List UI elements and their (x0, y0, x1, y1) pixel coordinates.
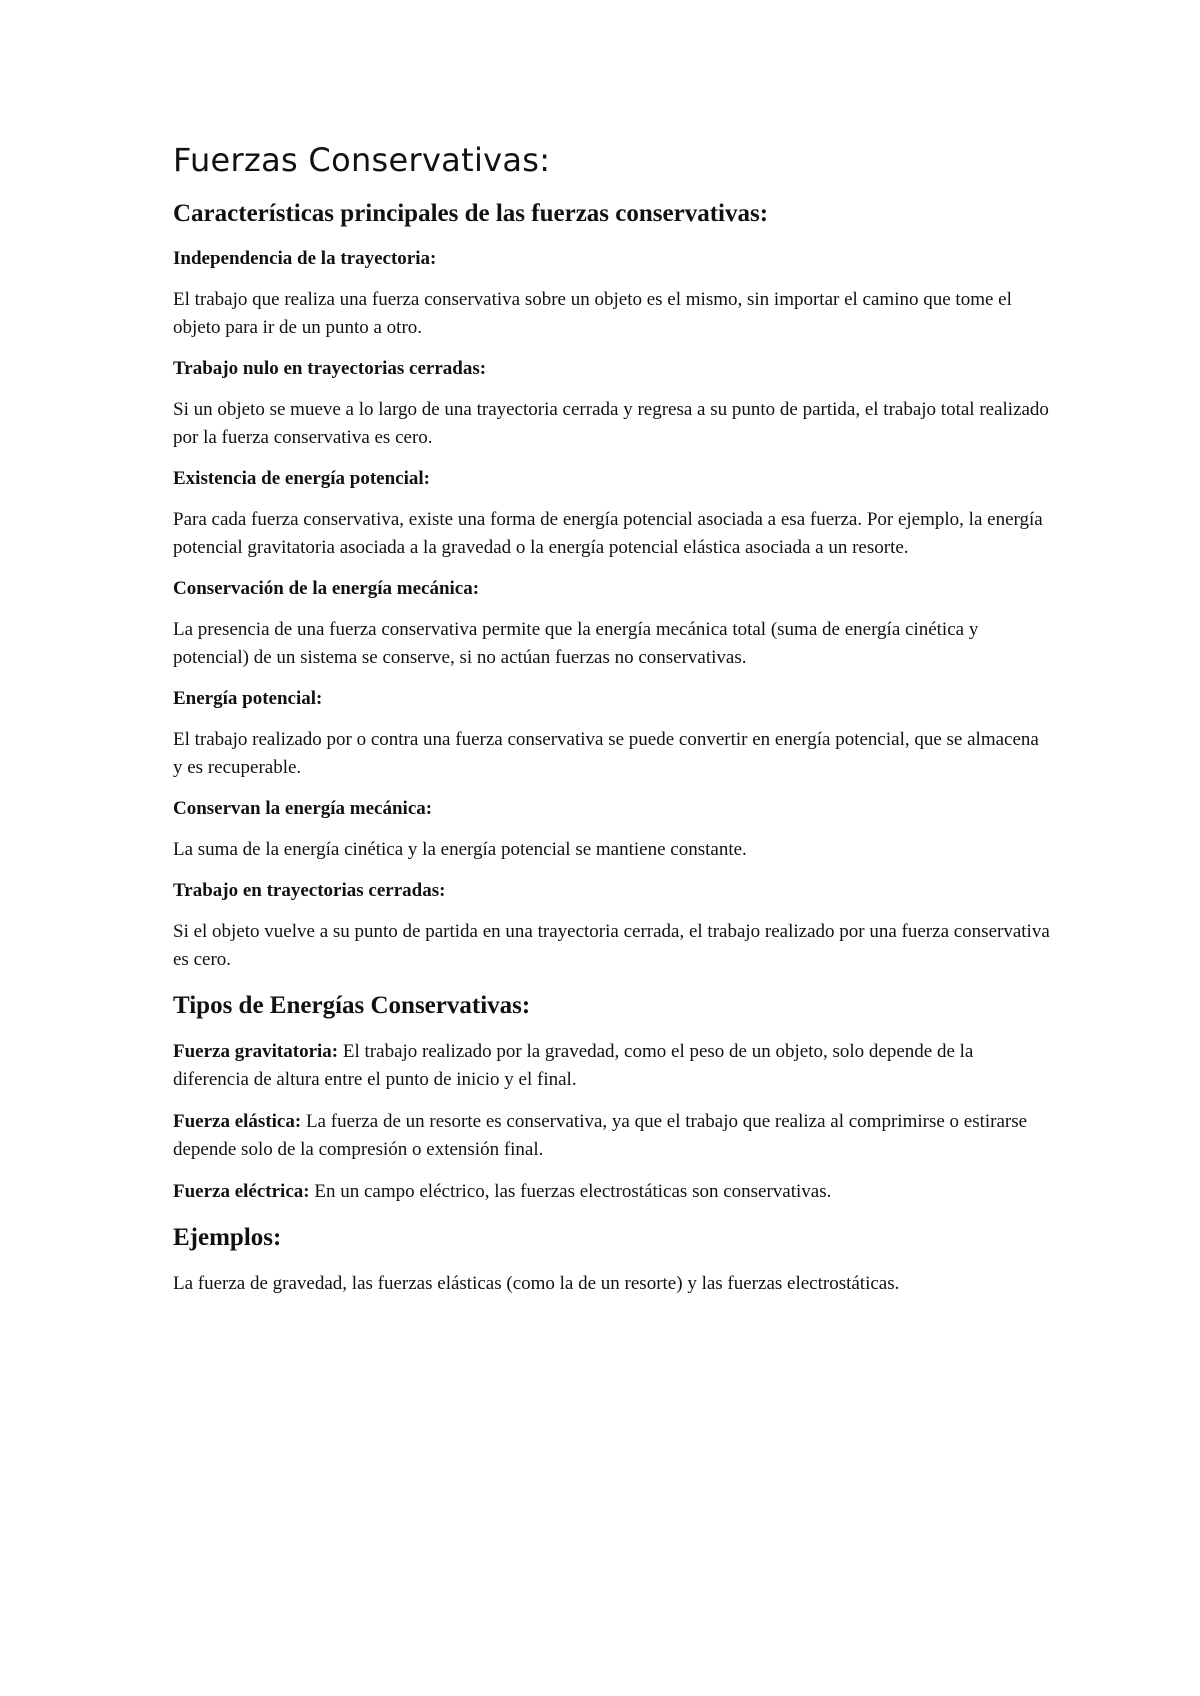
document-page (173, 140, 1053, 1312)
paragraph-conserve-mechanical-energy: La suma de la energía cinética y la energía potencial se mantiene constante. (173, 839, 747, 860)
term-gravitational-force: Fuerza gravitatoria: (173, 1041, 339, 1062)
subheading-closed-paths: Trabajo en trayectorias cerradas: (173, 880, 446, 901)
paragraph-elastic-force (173, 1108, 1053, 1164)
document-title: Fuerzas Conservativas: (173, 141, 551, 179)
paragraph-independence: El trabajo que realiza una fuerza conservativa sobre un objeto es el mismo, sin importar el camino que tome el objeto para ir de un punto a otro. (173, 289, 1012, 338)
subheading-independence: Independencia de la trayectoria: (173, 248, 437, 269)
subheading-null-work: Trabajo nulo en trayectorias cerradas: (173, 358, 487, 379)
paragraph-potential-energy-existence: Para cada fuerza conservativa, existe una forma de energía potencial asociada a esa fuerza. Por ejemplo, la energía potencial gravitatoria asociada a la gravedad o la energía potencial elástica asociada a un resorte. (173, 509, 1043, 558)
subheading-potential-energy-existence: Existencia de energía potencial: (173, 468, 430, 489)
term-electric-force: Fuerza eléctrica: (173, 1181, 310, 1202)
paragraph-potential-energy: El trabajo realizado por o contra una fuerza conservativa se puede convertir en energía potencial, que se almacena y es recuperable. (173, 729, 1039, 778)
section-heading-examples: Ejemplos: (173, 1224, 282, 1251)
paragraph-gravitational-force (173, 1038, 1053, 1094)
subheading-mechanical-energy-conservation: Conservación de la energía mecánica: (173, 578, 480, 599)
paragraph-closed-paths: Si el objeto vuelve a su punto de partida en una trayectoria cerrada, el trabajo realizado por una fuerza conservativa es cero. (173, 921, 1050, 970)
section-heading-types: Tipos de Energías Conservativas: (173, 992, 531, 1019)
text-elastic-force: La fuerza de un resorte es conservativa, ya que el trabajo que realiza al comprimirse o estirarse depende solo de la compresión o extensión final. (173, 1111, 1028, 1160)
text-gravitational-force: El trabajo realizado por la gravedad, como el peso de un objeto, solo depende de la diferencia de altura entre el punto de inicio y el final. (173, 1041, 974, 1090)
paragraph-electric-force (173, 1178, 1053, 1206)
term-elastic-force: Fuerza elástica: (173, 1111, 302, 1132)
subheading-potential-energy: Energía potencial: (173, 688, 323, 709)
subheading-conserve-mechanical-energy: Conservan la energía mecánica: (173, 798, 433, 819)
paragraph-mechanical-energy-conservation: La presencia de una fuerza conservativa permite que la energía mecánica total (suma de energía cinética y potencial) de un sistema se conserve, si no actúan fuerzas no conservativas. (173, 619, 979, 668)
paragraph-null-work: Si un objeto se mueve a lo largo de una trayectoria cerrada y regresa a su punto de partida, el trabajo total realizado por la fuerza conservativa es cero. (173, 399, 1049, 448)
paragraph-examples: La fuerza de gravedad, las fuerzas elásticas (como la de un resorte) y las fuerzas electrostáticas. (173, 1273, 900, 1294)
section-heading-characteristics: Características principales de las fuerzas conservativas: (173, 200, 769, 227)
text-electric-force: En un campo eléctrico, las fuerzas electrostáticas son conservativas. (309, 1181, 832, 1202)
